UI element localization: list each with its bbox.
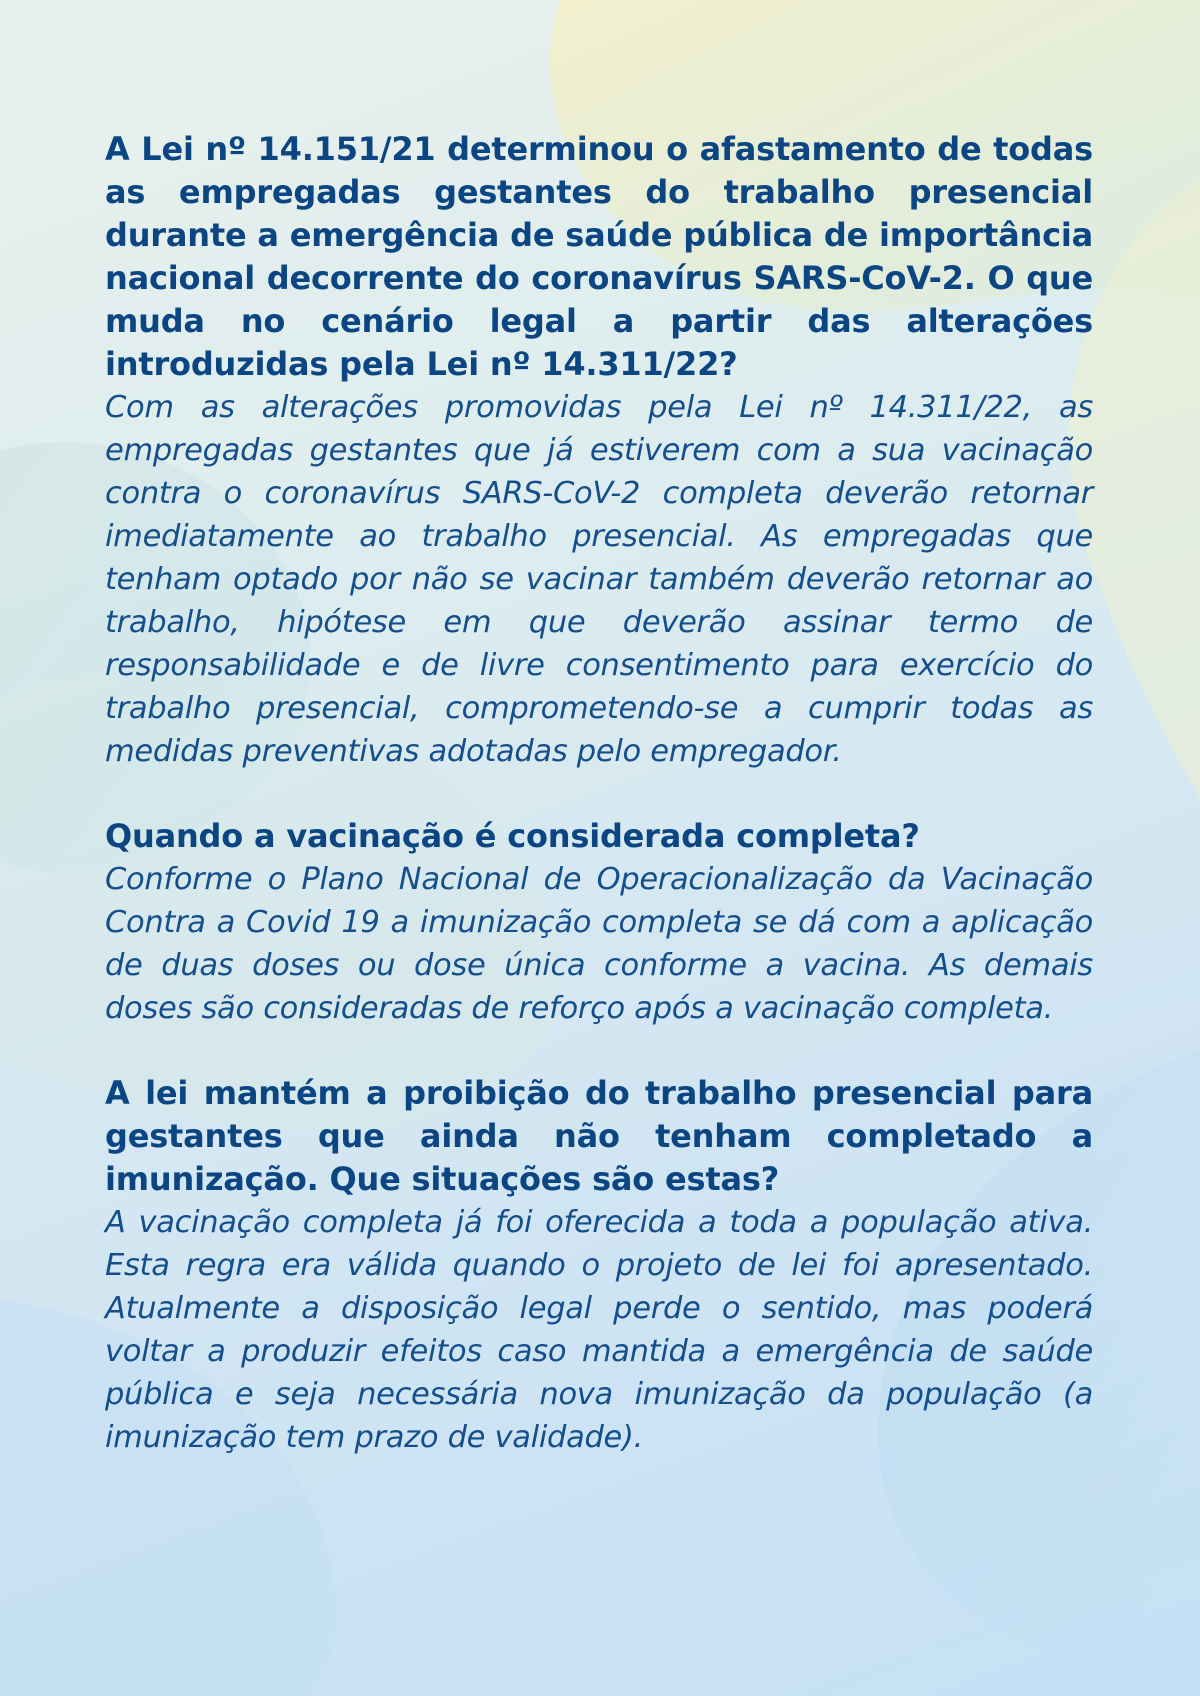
document-body [105, 128, 1093, 1459]
answer-3: A vacinação completa já foi oferecida a toda a população ativa. Esta regra era válida quando o projeto de lei foi apresentado. Atualmente a disposição legal perde o sentido, mas poderá voltar a produzir efeitos caso mantida a emergência de saúde pública e seja necessária nova imunização da população (a imunização tem prazo de validade). [105, 1205, 1093, 1455]
question-1: A Lei nº 14.151/21 determinou o afastamento de todas as empregadas gestantes do trabalho presencial durante a emergência de saúde pública de importância nacional decorrente do coronavírus SARS-CoV-2. O que muda no cenário legal a partir das alterações introduzidas pela Lei nº 14.311/22? [105, 130, 1094, 383]
answer-2: Conforme o Plano Nacional de Operacionalização da Vacinação Contra a Covid 19 a imunização completa se dá com a aplicação de duas doses ou dose única conforme a vacina. As demais doses são consideradas de reforço após a vacinação completa. [105, 862, 1093, 1026]
question-3: A lei mantém a proibição do trabalho presencial para gestantes que ainda não tenham completado a imunização. Que situações são estas? [105, 1074, 1093, 1198]
question-2: Quando a vacinação é considerada completa? [105, 817, 920, 855]
qa-section-2 [105, 815, 1093, 1030]
qa-section-1 [105, 128, 1093, 773]
qa-section-3 [105, 1072, 1093, 1459]
answer-1: Com as alterações promovidas pela Lei nº 14.311/22, as empregadas gestantes que já estiverem com a sua vacinação contra o coronavírus SARS-CoV-2 completa deverão retornar imediatamente ao trabalho presencial. As empregadas que tenham optado por não se vacinar também deverão retornar ao trabalho, hipótese em que deverão assinar termo de responsabilidade e de livre consentimento para exercício do trabalho presencial, comprometendo-se a cumprir todas as medidas preventivas adotadas pelo empregador. [105, 390, 1093, 769]
